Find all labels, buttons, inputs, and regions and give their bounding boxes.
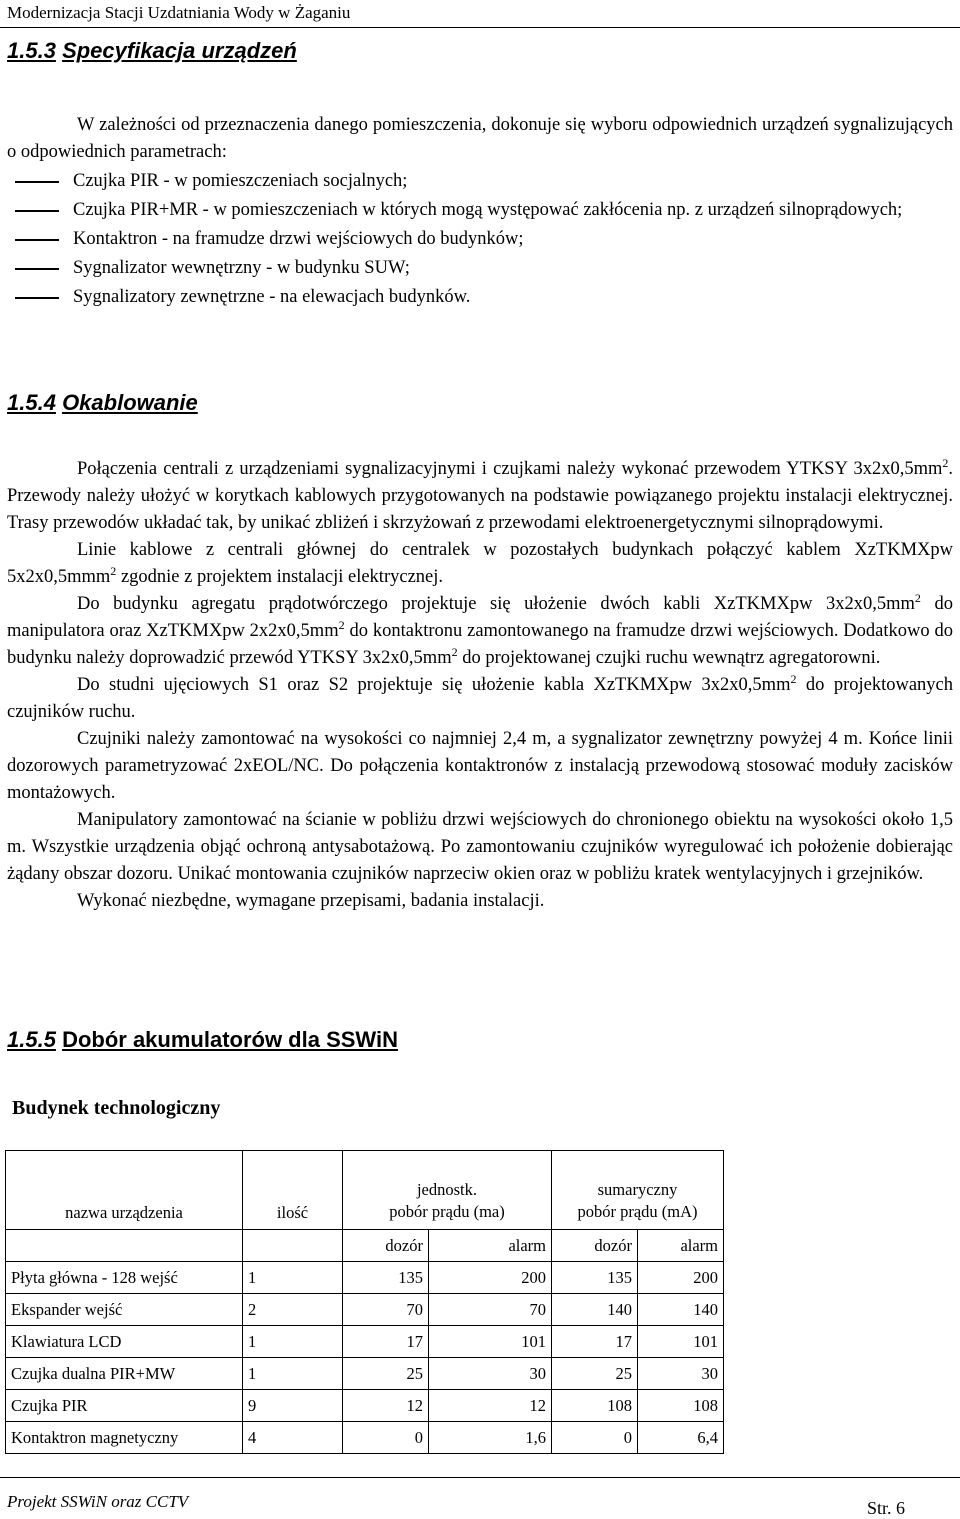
empty-cell xyxy=(724,1230,946,1262)
header-cell: nazwa urządzenia xyxy=(6,1151,243,1230)
empty-cell xyxy=(724,1422,946,1454)
paragraph: Czujniki należy zamontować na wysokości co najmniej 2,4 m, a sygnalizator zewnętrzny powyżej 4 m. Końce linii dozorowych parametryzować 2xEOL/NC. Do połączenia kontaktronów z instalacją przewodową stosować moduły zacisków montażowych. xyxy=(7,729,953,803)
header-cell: alarm xyxy=(638,1230,724,1262)
cell-sum-alarm: 30 xyxy=(638,1358,724,1390)
table-row xyxy=(6,1326,946,1358)
header-cell xyxy=(243,1230,343,1262)
intro-paragraph: W zależności od przeznaczenia danego pomieszczenia, dokonuje się wyboru odpowiednich urządzeń sygnalizujących o odpowiednich parametrach: xyxy=(7,115,953,162)
cell-sum-dozor: 108 xyxy=(552,1390,638,1422)
cell-qty: 4 xyxy=(243,1422,343,1454)
cell-qty: 1 xyxy=(243,1358,343,1390)
empty-cell xyxy=(724,1358,946,1390)
table-header-row xyxy=(6,1151,946,1230)
table-row xyxy=(6,1358,946,1390)
section-heading-155 xyxy=(7,1027,398,1053)
header-cell: sumaryczny pobór prądu (mA) xyxy=(552,1151,724,1230)
subheading: Budynek technologiczny xyxy=(12,1097,221,1119)
paragraph: Linie kablowe z centrali głównej do centralek w pozostałych budynkach połączyć kablem XzTKMXpw 5x2x0,5mmm$^2$ zgodnie z projektem instalacji elektrycznej. xyxy=(7,540,953,587)
cell-sum-alarm: 6,4 xyxy=(638,1422,724,1454)
table-row xyxy=(6,1262,946,1294)
cell-unit-dozor: 0 xyxy=(343,1422,429,1454)
empty-cell xyxy=(724,1294,946,1326)
cell-name: Czujka dualna PIR+MW xyxy=(6,1358,243,1390)
cell-unit-dozor: 135 xyxy=(343,1262,429,1294)
running-header: Modernizacja Stacji Uzdatniania Wody w Żaganiu xyxy=(7,3,351,22)
cell-name: Czujka PIR xyxy=(6,1390,243,1422)
cell-sum-dozor: 17 xyxy=(552,1326,638,1358)
cell-unit-alarm: 101 xyxy=(429,1326,552,1358)
cabling-text xyxy=(7,456,953,915)
cell-sum-alarm: 108 xyxy=(638,1390,724,1422)
table-row xyxy=(6,1422,946,1454)
header-rule xyxy=(0,27,960,28)
section-number: 1.5.3 xyxy=(7,38,56,63)
dash-bullet xyxy=(15,181,59,183)
cell-unit-alarm: 1,6 xyxy=(429,1422,552,1454)
section-number: 1.5.4 xyxy=(7,390,56,415)
cell-name: Kontaktron magnetyczny xyxy=(6,1422,243,1454)
cell-sum-dozor: 135 xyxy=(552,1262,638,1294)
paragraph: Manipulatory zamontować na ścianie w pobliżu drzwi wejściowych do chronionego obiektu na wysokości około 1,5 m. Wszystkie urządzenia objąć ochroną antysabotażową. Po zamontowaniu czujników wyregulować ich położenie dobierając żądany obszar dozoru. Unikać montowania czujników naprzeciw okien oraz w pobliżu kratek wentylacyjnych i grzejników. xyxy=(7,810,953,884)
list-item: Sygnalizator wewnętrzny - w budynku SUW; xyxy=(7,254,953,283)
cell-unit-alarm: 12 xyxy=(429,1390,552,1422)
cell-qty: 9 xyxy=(243,1390,343,1422)
table-subheader-row xyxy=(6,1230,946,1262)
list-item: Sygnalizatory zewnętrzne - na elewacjach budynków. xyxy=(7,283,953,312)
section-title: Specyfikacja urządzeń xyxy=(62,38,297,63)
cell-unit-dozor: 25 xyxy=(343,1358,429,1390)
cell-unit-dozor: 12 xyxy=(343,1390,429,1422)
header-cell: dozór xyxy=(343,1230,429,1262)
battery-current-table xyxy=(5,1150,946,1454)
cell-sum-alarm: 140 xyxy=(638,1294,724,1326)
empty-cell xyxy=(724,1262,946,1294)
section-number: 1.5.5 xyxy=(7,1027,56,1052)
cell-qty: 2 xyxy=(243,1294,343,1326)
dash-bullet xyxy=(15,297,59,299)
cell-qty: 1 xyxy=(243,1326,343,1358)
header-cell xyxy=(6,1230,243,1262)
table-row xyxy=(6,1294,946,1326)
dash-bullet xyxy=(15,268,59,270)
dash-bullet xyxy=(15,239,59,241)
footer-project: Projekt SSWiN oraz CCTV xyxy=(7,1492,189,1511)
cell-qty: 1 xyxy=(243,1262,343,1294)
device-list xyxy=(7,167,953,312)
paragraph: Wykonać niezbędne, wymagane przepisami, badania instalacji. xyxy=(77,891,545,911)
section-title: Dobór akumulatorów dla SSWiN xyxy=(62,1027,399,1052)
paragraph: Połączenia centrali z urządzeniami sygnalizacyjnymi i czujkami należy wykonać przewodem YTKSY $3x2x0,5mm^2$. Przewody należy ułożyć w korytkach kablowych przygotowanych na podstawie powiązanego projektu instalacji elektrycznej. Trasy przewodów układać tak, by unikać zbliżeń i skrzyżowań z przewodami elektroenergetycznymi silnoprądowymi. xyxy=(7,455,953,533)
paragraph: Do studni ujęciowych S1 oraz S2 projektuje się ułożenie kabla XzTKMXpw $3x2x0,5mm^2$ do projektowanych czujników ruchu. xyxy=(7,671,954,722)
cell-sum-dozor: 0 xyxy=(552,1422,638,1454)
cell-unit-alarm: 70 xyxy=(429,1294,552,1326)
header-cell: dozór xyxy=(552,1230,638,1262)
cell-name: Płyta główna - 128 wejść xyxy=(6,1262,243,1294)
section-heading-154 xyxy=(7,390,198,416)
paragraph: Do budynku agregatu prądotwórczego projektuje się ułożenie dwóch kabli XzTKMXpw $3x2x0,5mm^2$ do manipulatora oraz XzTKMXpw $2x2x0,5mm^2$ do kontaktronu zamontowanego na framudze drzwi wejściowych. Dodatkowo do budynku należy doprowadzić przewód YTKSY $3x2x0,5mm^2$ do projektowanej czujki ruchu wewnątrz agregatorowni. xyxy=(7,590,953,668)
cell-unit-dozor: 70 xyxy=(343,1294,429,1326)
header-cell: ilość xyxy=(243,1151,343,1230)
cell-sum-alarm: 101 xyxy=(638,1326,724,1358)
cell-unit-alarm: 200 xyxy=(429,1262,552,1294)
cell-sum-dozor: 25 xyxy=(552,1358,638,1390)
header-cell: jednostk. pobór prądu (ma) xyxy=(343,1151,552,1230)
intro-paragraph-wrap xyxy=(7,112,953,166)
cell-sum-dozor: 140 xyxy=(552,1294,638,1326)
dash-bullet xyxy=(15,210,59,212)
empty-cell xyxy=(724,1326,946,1358)
cell-unit-alarm: 30 xyxy=(429,1358,552,1390)
cell-unit-dozor: 17 xyxy=(343,1326,429,1358)
cell-sum-alarm: 200 xyxy=(638,1262,724,1294)
cell-name: Ekspander wejść xyxy=(6,1294,243,1326)
empty-cell xyxy=(724,1151,946,1230)
list-item: Czujka PIR - w pomieszczeniach socjalnych; xyxy=(7,167,953,196)
footer-rule xyxy=(0,1477,960,1478)
section-title: Okablowanie xyxy=(62,390,198,415)
list-item: Czujka PIR+MR - w pomieszczeniach w których mogą występować zakłócenia np. z urządzeń silnoprądowych; xyxy=(7,196,953,225)
page-number: Str. 6 xyxy=(866,1498,905,1518)
list-item: Kontaktron - na framudze drzwi wejściowych do budynków; xyxy=(7,225,953,254)
empty-cell xyxy=(724,1390,946,1422)
cell-name: Klawiatura LCD xyxy=(6,1326,243,1358)
section-heading-153 xyxy=(7,38,297,64)
table-row xyxy=(6,1390,946,1422)
header-cell: alarm xyxy=(429,1230,552,1262)
